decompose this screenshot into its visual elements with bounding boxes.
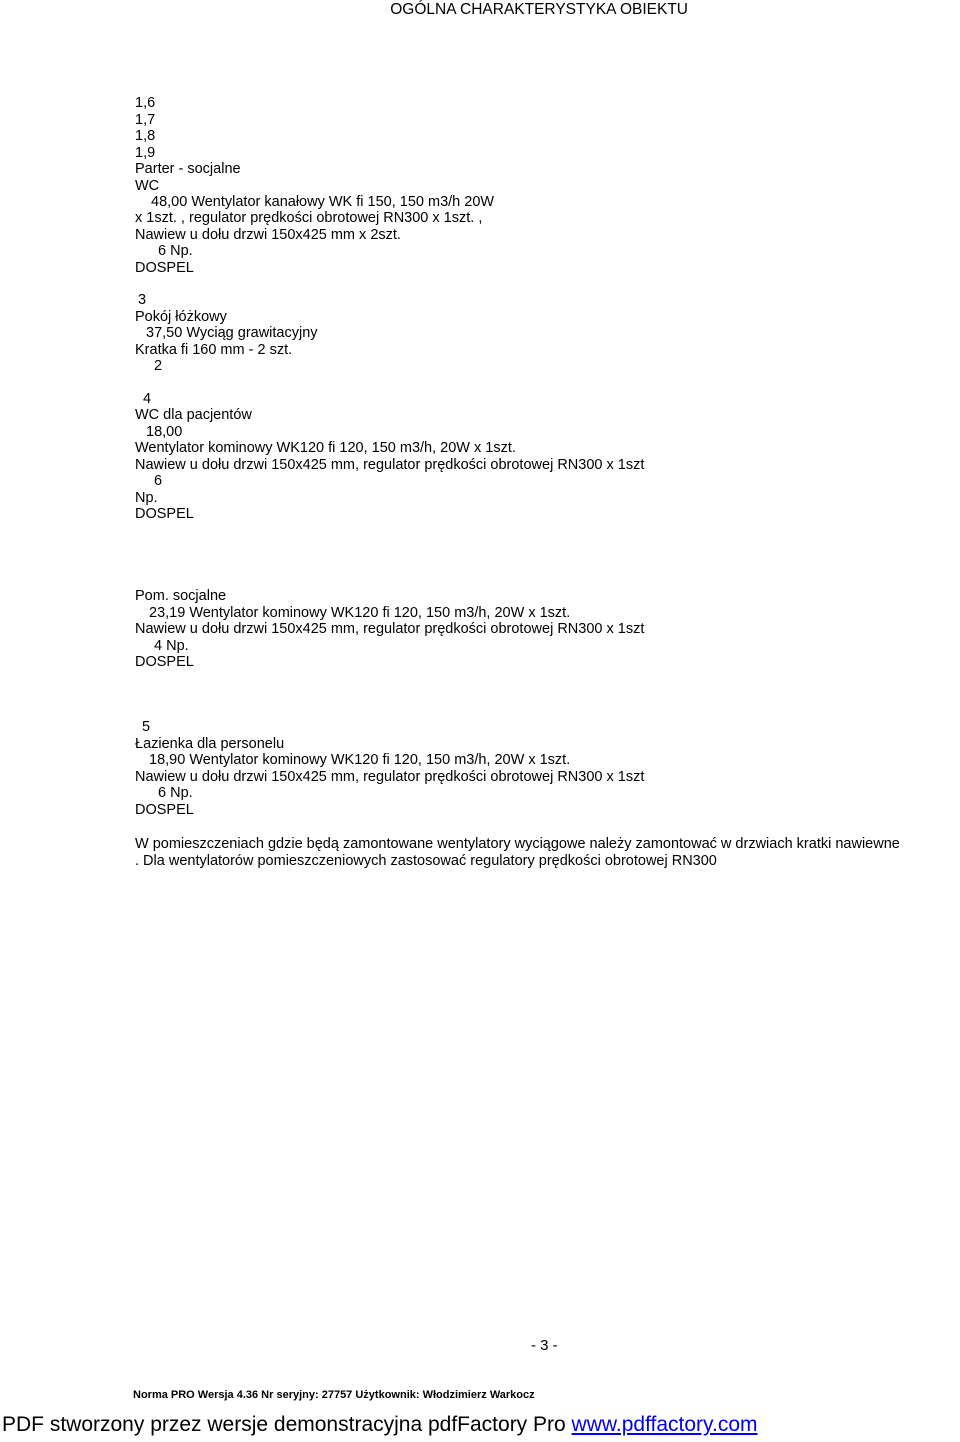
- system-name: DOSPEL: [135, 506, 194, 522]
- item-number-1-7: 1,7: [135, 112, 156, 128]
- item-number-1-9: 1,9: [135, 145, 156, 161]
- room-description: Nawiew u dołu drzwi 150x425 mm, regulator prędkości obrotowej RN300 x 1szt: [135, 621, 645, 637]
- room-name: Łazienka dla personelu: [135, 736, 285, 752]
- note-line: W pomieszczeniach gdzie będą zamontowane wentylatory wyciągowe należy zamontować w drzwiach kratki nawiewne: [135, 836, 900, 852]
- room-description: Kratka fi 160 mm - 2 szt.: [135, 342, 293, 358]
- room-description: 18,90 Wentylator kominowy WK120 fi 120, 150 m3/h, 20W x 1szt.: [149, 752, 571, 768]
- room-description: 37,50 Wyciąg grawitacyjny: [146, 325, 318, 341]
- room-description: 23,19 Wentylator kominowy WK120 fi 120, 150 m3/h, 20W x 1szt.: [149, 605, 571, 621]
- system-name: DOSPEL: [135, 260, 194, 276]
- item-number: 3: [138, 292, 147, 308]
- np-count: 6: [154, 473, 163, 489]
- pdf-watermark: [2, 1413, 758, 1437]
- room-name: Pom. socjalne: [135, 588, 227, 604]
- room-description: Nawiew u dołu drzwi 150x425 mm, regulator prędkości obrotowej RN300 x 1szt: [135, 769, 645, 785]
- system-name: DOSPEL: [135, 802, 194, 818]
- page-number: - 3 -: [531, 1337, 558, 1354]
- room-description: 48,00 Wentylator kanałowy WK fi 150, 150 m3/h 20W: [151, 194, 495, 210]
- room-description: Wentylator kominowy WK120 fi 120, 150 m3/h, 20W x 1szt.: [135, 440, 516, 456]
- np-count: 6 Np.: [158, 243, 193, 259]
- room-name: WC: [135, 178, 160, 194]
- system-name: DOSPEL: [135, 654, 194, 670]
- item-number: 5: [142, 719, 151, 735]
- item-number-1-6: 1,6: [135, 95, 156, 111]
- room-area: 18,00: [146, 424, 183, 440]
- item-number: 4: [143, 391, 152, 407]
- software-footer: Norma PRO Wersja 4.36 Nr seryjny: 27757 Użytkownik: Włodzimierz Warkocz: [133, 1389, 535, 1401]
- room-description: x 1szt. , regulator prędkości obrotowej RN300 x 1szt. ,: [135, 210, 483, 226]
- room-name: Pokój łóżkowy: [135, 309, 227, 325]
- np-count: 6 Np.: [158, 785, 193, 801]
- np-count: 2: [154, 358, 163, 374]
- note-paragraph: [135, 836, 958, 870]
- page-header-title: OGÓLNA CHARAKTERYSTYKA OBIEKTU: [390, 1, 688, 18]
- np-count: 4 Np.: [154, 638, 189, 654]
- room-name: WC dla pacjentów: [135, 407, 252, 423]
- note-line: . Dla wentylatorów pomieszczeniowych zastosować regulatory prędkości obrotowej RN300: [135, 853, 717, 869]
- pdffactory-link[interactable]: www.pdffactory.com: [571, 1413, 758, 1436]
- room-description: Nawiew u dołu drzwi 150x425 mm, regulator prędkości obrotowej RN300 x 1szt: [135, 457, 645, 473]
- floor-label: Parter - socjalne: [135, 161, 241, 177]
- watermark-text: PDF stworzony przez wersje demonstracyjna pdfFactory Pro: [2, 1413, 572, 1436]
- np-label: Np.: [135, 490, 158, 506]
- room-description: Nawiew u dołu drzwi 150x425 mm x 2szt.: [135, 227, 401, 243]
- item-number-1-8: 1,8: [135, 128, 156, 144]
